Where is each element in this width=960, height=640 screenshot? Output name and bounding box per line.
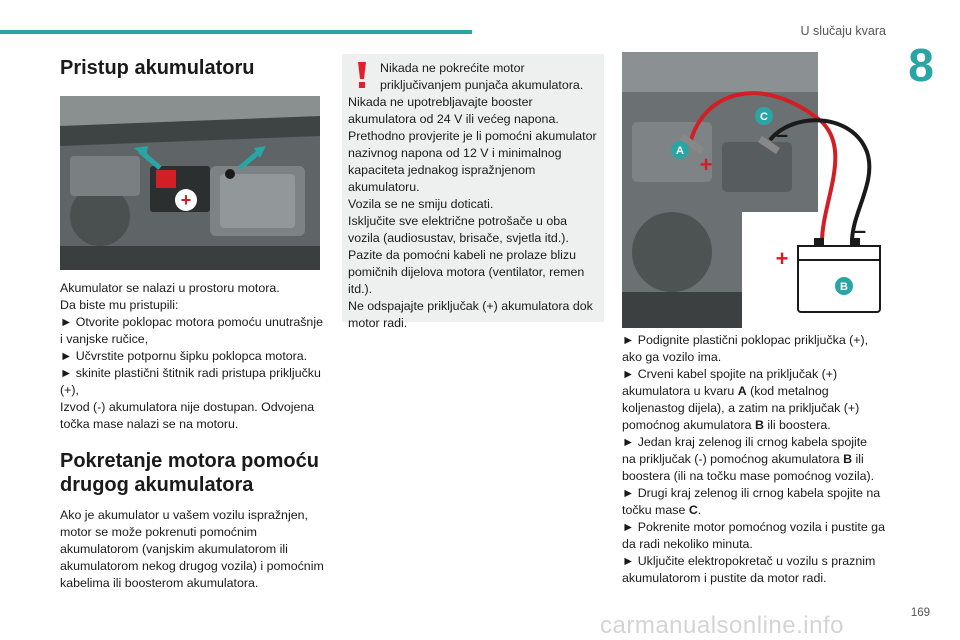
step-line: boostera (ili na točku mase pomoćnog vozila). [622, 469, 875, 483]
title-line: drugog akumulatora [60, 474, 254, 496]
warning-line: Ne odspajajte priključak (+) akumulatora dok [348, 299, 593, 313]
step-text: akumulatora u kvaru [622, 384, 738, 398]
text-line: akumulatorom (vanjskim akumulatorom ili [60, 542, 288, 556]
warning-line: Prethodno provjerite je li pomoćni akumulator [348, 129, 597, 143]
warning-line: Isključite sve električne potrošače u oba [348, 214, 568, 228]
ground-point-label-c: C [688, 503, 698, 517]
jump-start-diagram [622, 52, 884, 328]
column-left [60, 56, 322, 592]
step-line: ► Crveni kabel spojite na priključak (+) [622, 367, 838, 381]
engine-photo-plus-label: + [180, 190, 192, 210]
text-line: Da biste mu pristupili: [60, 298, 179, 312]
engine-bay-photo [60, 96, 320, 270]
jump-start-intro [60, 507, 322, 592]
warning-line: pomičnih dijelova motora (ventilator, remen [348, 265, 585, 279]
warning-line: Pazite da pomoćni kabeli ne prolaze blizu [348, 248, 576, 262]
step-text: pomoćnog akumulatora [622, 418, 755, 432]
warning-line: priključivanjem punjača akumulatora. [380, 78, 584, 92]
text-line: kabelima ili boosterom akumulatora. [60, 576, 259, 590]
step-text: na priključak (-) pomoćnog akumulatora [622, 452, 844, 466]
watermark: carmanualsonline.info [600, 612, 844, 639]
text-line: akumulatorom nekog drugog vozila) i pomoćnim [60, 559, 324, 573]
warning-line: Nikada ne upotrebljavajte booster [348, 95, 533, 109]
warning-box [342, 54, 604, 330]
text-line: Ako je akumulator u vašem vozilu ispražnjen, [60, 508, 308, 522]
step-line: ► Uključite elektropokretač u vozilu s praznim [622, 554, 876, 568]
step-line [622, 417, 892, 434]
warning-line: itd.). [348, 282, 373, 296]
marker-b: B [840, 281, 848, 293]
header-accent-bar [0, 30, 472, 34]
warning-line: akumulatoru. [348, 180, 420, 194]
step-line: ako ga vozilo ima. [622, 350, 722, 364]
text-line: i vanjske ručice, [60, 332, 149, 346]
battery-access-text [60, 280, 322, 433]
jump-start-steps [622, 332, 892, 587]
exclamation-icon [356, 62, 368, 88]
chapter-badge [893, 36, 949, 94]
marker-a: A [676, 145, 684, 157]
text-line: ► skinite plastični štitnik radi pristupa priključku [60, 366, 321, 380]
warning-line: Nikada ne pokrećite motor [380, 61, 525, 75]
warning-line: akumulatora od 24 V ili većeg napona. [348, 112, 559, 126]
minus-label-c: – [775, 122, 789, 147]
step-text: (kod metalnog [746, 384, 829, 398]
battery-label-b: B [754, 418, 764, 432]
warning-line: vozila (audiosustav, brisače, svjetla itd.). [348, 231, 569, 245]
title-line: Pokretanje motora pomoću [60, 450, 319, 472]
engine-bay-illustration [60, 96, 320, 270]
step-line: ► Podignite plastični poklopac priključka (+), [622, 333, 869, 347]
warning-line: Vozila se ne smiju doticati. [348, 197, 494, 211]
text-line: ► Otvorite poklopac motora pomoću unutrašnje [60, 315, 323, 329]
text-line: Akumulator se nalazi u prostoru motora. [60, 281, 280, 295]
step-text: ili boostera. [763, 418, 831, 432]
text-line: točka mase nalazi se na motoru. [60, 417, 239, 431]
text-line: ► Učvrstite potpornu šipku poklopca motora. [60, 349, 308, 363]
minus-label-b: – [853, 218, 867, 243]
chapter-title: U slučaju kvara [800, 24, 886, 38]
text-line: (+), [60, 383, 79, 397]
chapter-number: 8 [908, 39, 934, 91]
text-line: Izvod (-) akumulatora nije dostupan. Odvojena [60, 400, 315, 414]
text-line: motor se može pokrenuti pomoćnim [60, 525, 257, 539]
step-line [622, 383, 892, 400]
section-title-jump-start [60, 449, 322, 497]
warning-line: nazivnog napona od 12 V i minimalnog [348, 146, 562, 160]
jump-start-illustration [622, 52, 884, 328]
step-line: akumulatorom i pustite da motor radi. [622, 571, 827, 585]
step-line: ► Drugi kraj zelenog ili crnog kabela spojite na [622, 486, 881, 500]
battery-label-a: A [737, 384, 747, 398]
step-line: ► Jedan kraj zelenog ili crnog kabela spojite [622, 435, 868, 449]
page-number: 169 [910, 607, 930, 619]
step-text: točku mase [622, 503, 689, 517]
step-line [622, 451, 892, 468]
step-line: koljenastog dijela), a zatim na priključak (+) [622, 401, 860, 415]
marker-c: C [760, 111, 768, 123]
warning-line: motor radi. [348, 316, 408, 330]
step-line [622, 502, 892, 519]
step-line: ► Pokrenite motor pomoćnog vozila i pustite ga [622, 520, 885, 534]
warning-line: kapaciteta jednakog ispražnjenom [348, 163, 536, 177]
battery-label-b: B [843, 452, 853, 466]
step-line: da radi nekoliko minuta. [622, 537, 753, 551]
column-right [622, 52, 892, 587]
plus-label-a: + [699, 152, 713, 177]
step-text: . [697, 503, 702, 517]
plus-label-b: + [775, 246, 789, 271]
section-title-battery-access: Pristup akumulatoru [60, 57, 255, 79]
step-text: ili [852, 452, 864, 466]
